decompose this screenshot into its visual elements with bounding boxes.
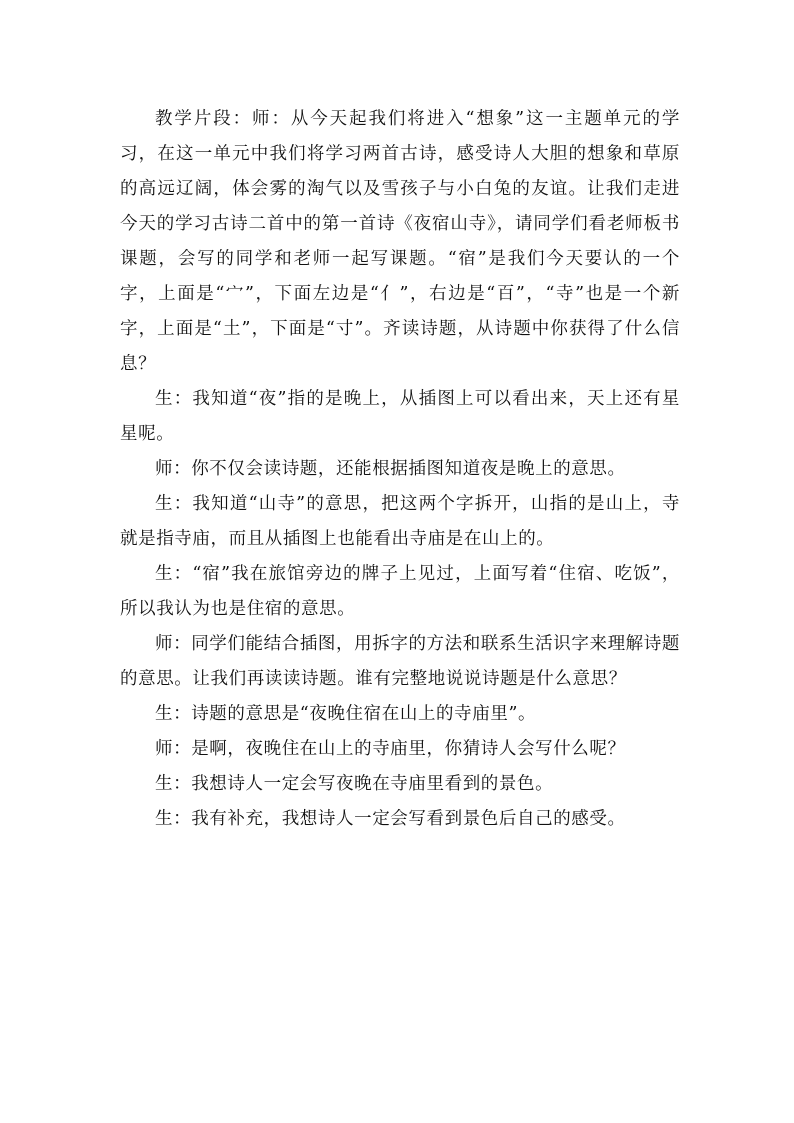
paragraph-teaching-excerpt: 教学片段：师：从今天起我们将进入“想象”这一主题单元的学习，在这一单元中我们将学习两首古诗，感受诗人大胆的想象和草原的高远辽阔，体会雾的淘气以及雪孩子与小白兔的友谊。让我们走进今天的学习古诗二首中的第一首诗《夜宿山寺》，请同学们看老师板书课题，会写的同学和老师一起写课题。“宿”是我们今天要认的一个字，上面是“宀”，下面左边是“亻”，右边是“百”，“寺”也是一个新字，上面是“土”，下面是“寸”。齐读诗题，从诗题中你获得了什么信息？ xyxy=(120,109,680,374)
paragraph-teacher-1: 师：你不仅会读诗题，还能根据插图知道夜是晚上的意思。 xyxy=(155,459,626,479)
paragraph-student-5: 生：我想诗人一定会写夜晚在寺庙里看到的景色。 xyxy=(155,774,554,794)
paragraph-teacher-3: 师：是啊，夜晚住在山上的寺庙里，你猜诗人会写什么呢？ xyxy=(155,739,626,759)
paragraph-student-3: 生：“宿”我在旅馆旁边的牌子上见过，上面写着“住宿、吃饭”，所以我认为也是住宿的意思。 xyxy=(120,564,680,619)
paragraph-student-1: 生：我知道“夜”指的是晚上，从插图上可以看出来，天上还有星星呢。 xyxy=(120,389,680,444)
paragraph-student-6: 生：我有补充，我想诗人一定会写看到景色后自己的感受。 xyxy=(155,809,626,829)
paragraph-student-2: 生：我知道“山寺”的意思，把这两个字拆开，山指的是山上，寺就是指寺庙，而且从插图上也能看出寺庙是在山上的。 xyxy=(120,494,680,549)
paragraph-student-4: 生：诗题的意思是“夜晚住宿在山上的寺庙里”。 xyxy=(155,704,537,724)
document-body xyxy=(120,102,680,837)
paragraph-teacher-2: 师：同学们能结合插图，用拆字的方法和联系生活识字来理解诗题的意思。让我们再读读诗题。谁有完整地说说诗题是什么意思？ xyxy=(120,634,680,689)
